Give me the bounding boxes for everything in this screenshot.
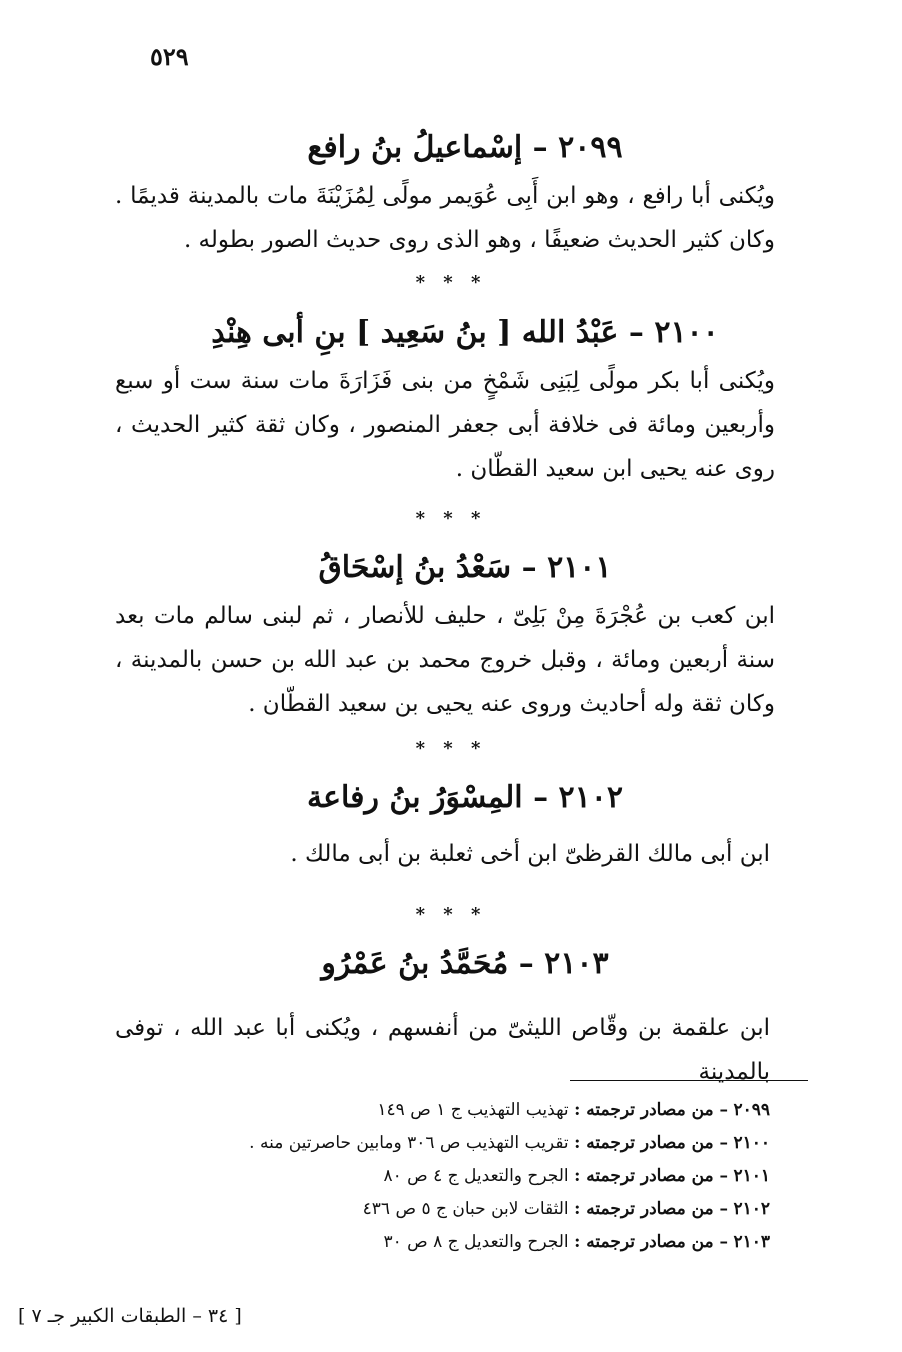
- footnote-label: – من مصادر ترجمته :: [574, 1232, 729, 1252]
- footnote-number: ٢١٠١: [733, 1166, 770, 1186]
- entry-body: ويُكنى أبا بكر مولًى لِبَنِى شَمْخٍ من بنى فَزَارَةَ مات سنة ست أو سبع وأربعين ومائة فى خلافة أبى جعفر المنصور ، وكان ثقة كثير الحديث ، روى عنه يحيى ابن سعيد القطّان .: [115, 368, 775, 482]
- footnote-row: [160, 1127, 770, 1160]
- footnote-rule: [570, 1080, 808, 1081]
- footnote-text: الجرح والتعديل ج ٨ ص ٣٠: [383, 1232, 569, 1252]
- footnote-label: – من مصادر ترجمته :: [574, 1100, 729, 1120]
- footnote-text: الجرح والتعديل ج ٤ ص ٨٠: [383, 1166, 569, 1186]
- footnote-row: [160, 1226, 770, 1259]
- entry-2102: [115, 778, 815, 876]
- section-separator: * * *: [415, 904, 487, 925]
- footnote-label: – من مصادر ترجمته :: [574, 1199, 729, 1219]
- entry-2099: [115, 128, 815, 262]
- entry-2100: [115, 313, 815, 491]
- entry-body: ويُكنى أبا رافع ، وهو ابن أَبِى عُوَيمر مولًى لِمُزَيْنَةَ مات بالمدينة قديمًا . وكان كثير الحديث ضعيفًا ، وهو الذى روى حديث الصور بطوله .: [115, 183, 775, 253]
- footnote-text: تقريب التهذيب ص ٣٠٦ ومابين حاصرتين منه .: [249, 1133, 569, 1153]
- footnote-number: ٢١٠٠: [733, 1133, 770, 1153]
- footnote-row: [160, 1193, 770, 1226]
- entry-body: ابن أبى مالك القرظىّ ابن أخى ثعلبة بن أبى مالك .: [290, 841, 770, 867]
- entry-body: ابن علقمة بن وقّاص الليثىّ من أنفسهم ، ويُكنى أبا عبد الله ، توفى بالمدينة: [115, 1015, 770, 1085]
- footnote-row: [160, 1160, 770, 1193]
- footnote-label: – من مصادر ترجمته :: [574, 1166, 729, 1186]
- footnote-label: – من مصادر ترجمته :: [574, 1133, 729, 1153]
- footnote-row: [160, 1094, 770, 1127]
- footnote-text: الثقات لابن حبان ج ٥ ص ٤٣٦: [362, 1199, 569, 1219]
- section-separator: * * *: [415, 738, 487, 759]
- footnotes: [160, 1094, 770, 1259]
- entry-title: ٢٠٩٩ – إسْماعيلُ بنُ رافع: [307, 130, 623, 165]
- footnote-number: ٢١٠٢: [733, 1199, 770, 1219]
- entry-body: ابن كعب بن عُجْرَةَ مِنْ بَلِىّ ، حليف للأنصار ، ثم لبنى سالم مات بعد سنة أربعين ومائة ، وقبل خروج محمد بن عبد الله بن حسن بالمدينة ، وكان ثقة وله أحاديث وروى عنه يحيى بن سعيد القطّان .: [115, 603, 775, 717]
- entry-title: ٢١٠٠ – عَبْدُ الله [ بنُ سَعِيد ] بنِ أبى هِنْدِ: [211, 315, 719, 350]
- section-separator: * * *: [415, 508, 487, 529]
- section-separator: * * *: [415, 272, 487, 293]
- footnote-number: ٢٠٩٩: [733, 1100, 770, 1120]
- entry-title: ٢١٠٣ – مُحَمَّدُ بنُ عَمْرُو: [321, 946, 609, 981]
- entry-2101: [115, 548, 815, 726]
- footnote-text: تهذيب التهذيب ج ١ ص ١٤٩: [377, 1100, 569, 1120]
- page-footer: [ ٣٤ – الطبقات الكبير جـ ٧ ]: [18, 1305, 242, 1327]
- page-number: ٥٢٩: [150, 42, 189, 71]
- entry-title: ٢١٠١ – سَعْدُ بنُ إسْحَاقُ: [318, 550, 612, 585]
- entry-2103: [115, 944, 815, 1094]
- footnote-number: ٢١٠٣: [733, 1232, 770, 1252]
- entry-title: ٢١٠٢ – المِسْوَرُ بنُ رفاعة: [307, 780, 623, 815]
